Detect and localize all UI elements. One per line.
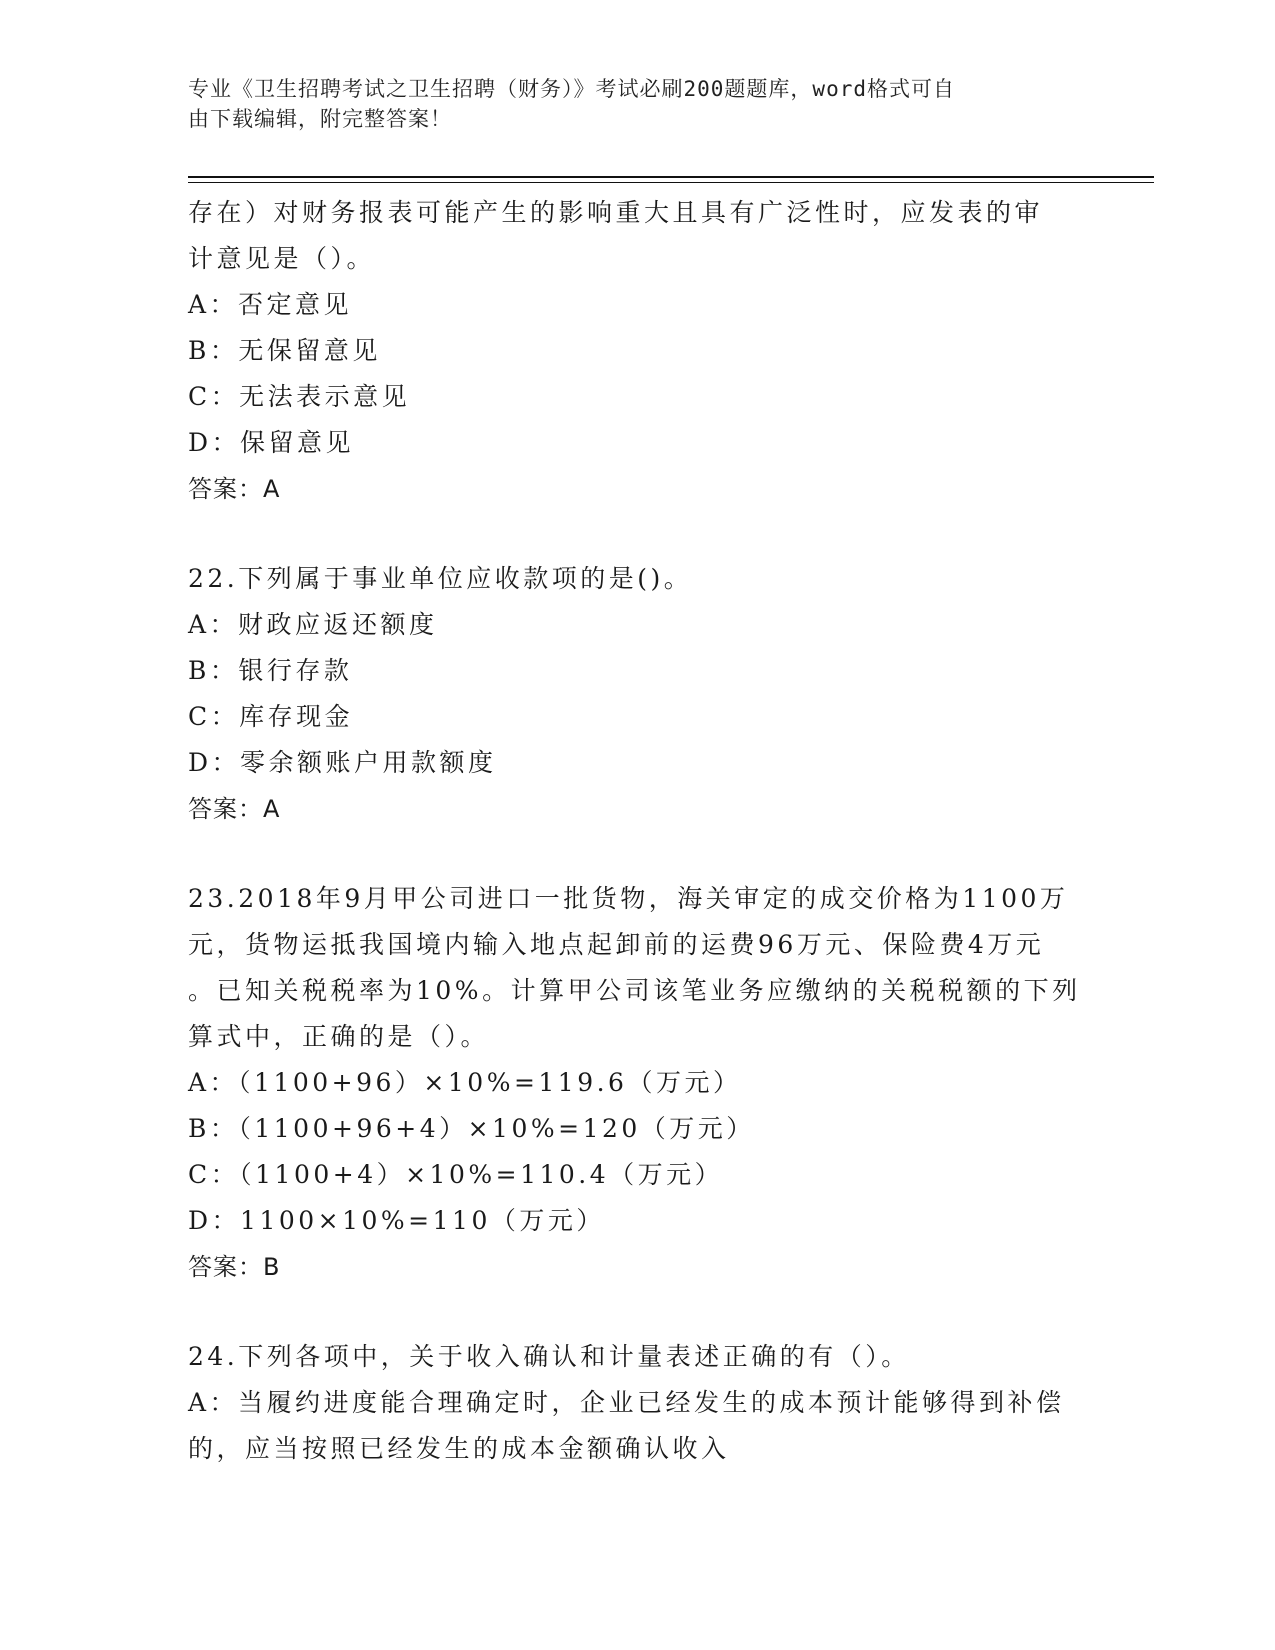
- header-line-2: 由下载编辑，附完整答案！: [188, 107, 452, 131]
- option-a: A：（1100+96）×10%=119.6（万元）: [188, 1068, 742, 1097]
- question-21: [188, 190, 1088, 512]
- question-22: [188, 556, 1088, 832]
- option-b: B：银行存款: [188, 656, 353, 685]
- answer-line: 答案：A: [188, 475, 281, 503]
- question-stem: 存在）对财务报表可能产生的影响重大且具有广泛性时，应发表的审: [188, 198, 1044, 227]
- header-divider-thin: [188, 182, 1154, 183]
- header-line-1: 专业《卫生招聘考试之卫生招聘（财务）》考试必刷200题题库，word格式可自: [188, 77, 955, 101]
- document-header: [188, 74, 1088, 134]
- question-spacer: [188, 512, 1088, 556]
- question-stem: 24.下列各项中，关于收入确认和计量表述正确的有（）。: [188, 1342, 910, 1371]
- option-c: C：（1100+4）×10%=110.4（万元）: [188, 1160, 724, 1189]
- question-spacer: [188, 1290, 1088, 1334]
- question-stem: 算式中，正确的是（）。: [188, 1022, 490, 1051]
- answer-line: 答案：B: [188, 1253, 281, 1281]
- question-stem: 元，货物运抵我国境内输入地点起卸前的运费96万元、保险费4万元: [188, 930, 1045, 959]
- option-b: B：无保留意见: [188, 336, 381, 365]
- answer-line: 答案：A: [188, 795, 281, 823]
- option-d: D：零余额账户用款额度: [188, 748, 497, 777]
- option-c: C：无法表示意见: [188, 382, 411, 411]
- option-d: D：1100×10%=110（万元）: [188, 1206, 605, 1235]
- option-a: A：当履约进度能合理确定时，企业已经发生的成本预计能够得到补偿: [188, 1388, 1065, 1417]
- question-stem: 计意见是（）。: [188, 244, 376, 273]
- question-list: [188, 190, 1088, 1472]
- question-spacer: [188, 832, 1088, 876]
- question-23: [188, 876, 1088, 1290]
- option-c: C：库存现金: [188, 702, 354, 731]
- option-b: B：（1100+96+4）×10%=120（万元）: [188, 1114, 755, 1143]
- question-stem: 23.2018年9月甲公司进口一批货物，海关审定的成交价格为1100万: [188, 884, 1069, 913]
- option-a-continued: 的，应当按照已经发生的成本金额确认收入: [188, 1434, 730, 1463]
- option-a: A：财政应返还额度: [188, 610, 438, 639]
- question-stem: 。已知关税税率为10%。计算甲公司该笔业务应缴纳的关税税额的下列: [188, 976, 1081, 1005]
- question-stem: 22.下列属于事业单位应收款项的是()。: [188, 564, 693, 593]
- option-d: D：保留意见: [188, 428, 355, 457]
- header-divider-thick: [188, 176, 1154, 178]
- option-a: A：否定意见: [188, 290, 353, 319]
- question-24: [188, 1334, 1088, 1472]
